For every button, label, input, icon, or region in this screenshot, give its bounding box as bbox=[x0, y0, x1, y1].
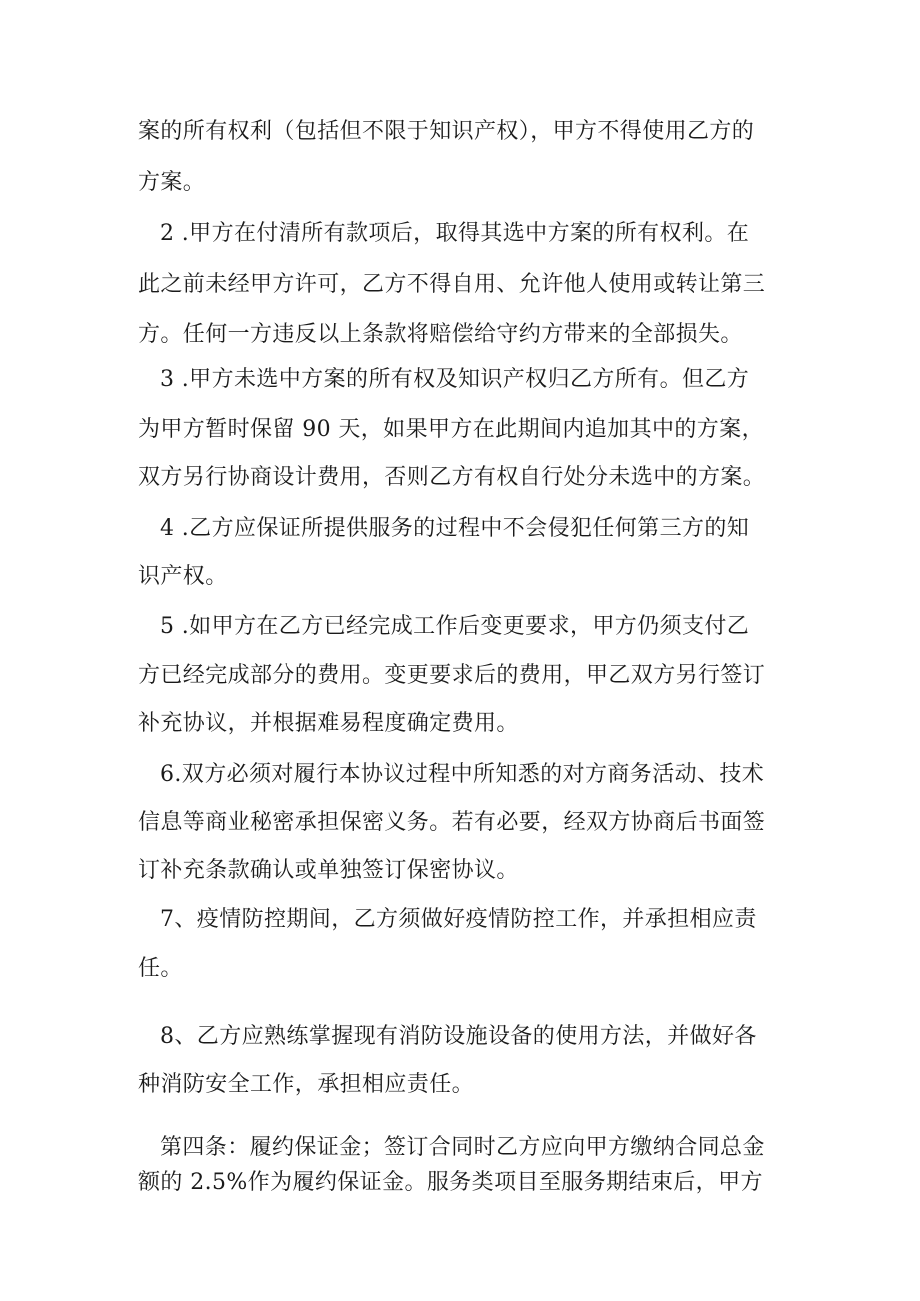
text-line: 种消防安全工作，承担相应责任。 bbox=[138, 1072, 475, 1097]
clause-4-line: 4 .乙方应保证所提供服务的过程中不会侵犯任何第三方的知 bbox=[160, 516, 750, 541]
text-line: 双方另行协商设计费用，否则乙方有权自行处分未选中的方案。 bbox=[138, 465, 766, 490]
text-line: 方已经完成部分的费用。变更要求后的费用，甲乙双方另行签订 bbox=[138, 663, 766, 688]
clause-2-line: 2 .甲方在付清所有款项后，取得其选中方案的所有权利。在 bbox=[160, 221, 750, 246]
text-line: 额的 2.5%作为履约保证金。服务类项目至服务期结束后，甲方 bbox=[138, 1170, 763, 1195]
clause-3-line: 3 .甲方未选中方案的所有权及知识产权归乙方所有。但乙方 bbox=[160, 367, 750, 392]
text-line: 此之前未经甲方许可，乙方不得自用、允许他人使用或转让第三 bbox=[138, 272, 766, 297]
clause-5-line: 5 .如甲方在乙方已经完成工作后变更要求，甲方仍须支付乙 bbox=[160, 614, 750, 639]
clause-6-line: 6.双方必须对履行本协议过程中所知悉的对方商务活动、技术 bbox=[160, 762, 765, 787]
text-line: 订补充条款确认或单独签订保密协议。 bbox=[138, 858, 519, 883]
text-line: 案的所有权利（包括但不限于知识产权），甲方不得使用乙方的 bbox=[138, 119, 755, 144]
clause-8-line: 8、乙方应熟练掌握现有消防设施设备的使用方法，并做好各 bbox=[160, 1024, 757, 1049]
article-4-line: 第四条：履约保证金；签订合同时乙方应向甲方缴纳合同总金 bbox=[160, 1135, 765, 1160]
text-line: 任。 bbox=[138, 956, 183, 981]
text-line: 为甲方暂时保留 90 天，如果甲方在此期间内追加其中的方案， bbox=[138, 417, 764, 442]
text-line: 补充协议，并根据难易程度确定费用。 bbox=[138, 711, 519, 736]
text-line: 识产权。 bbox=[138, 564, 228, 589]
text-line: 信息等商业秘密承担保密义务。若有必要，经双方协商后书面签 bbox=[138, 810, 766, 835]
text-line: 方案。 bbox=[138, 170, 206, 195]
text-line: 方。任何一方违反以上条款将赔偿给守约方带来的全部损失。 bbox=[138, 322, 743, 347]
clause-7-line: 7、疫情防控期间，乙方须做好疫情防控工作，并承担相应责 bbox=[160, 907, 757, 932]
